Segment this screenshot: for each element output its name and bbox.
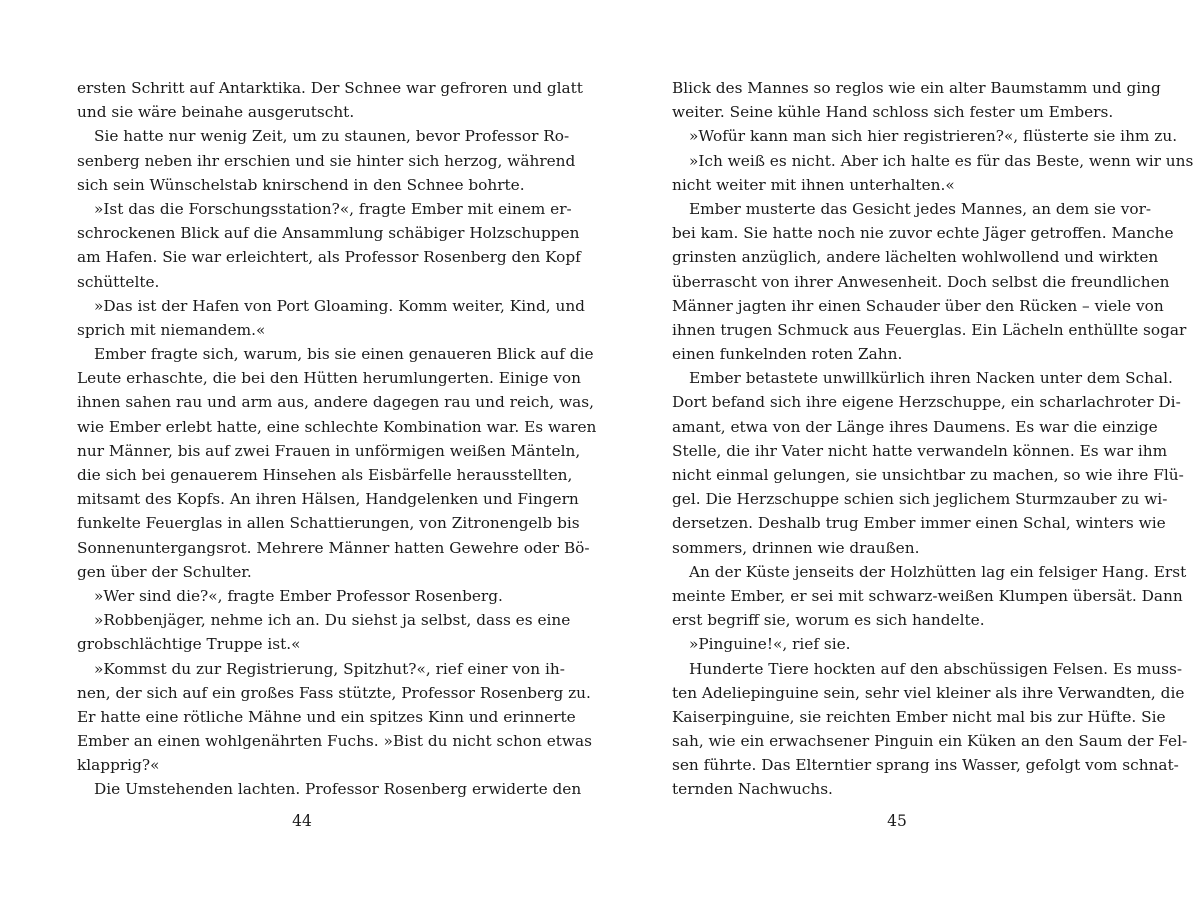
text-line: Kaiserpinguine, sie reichten Ember nicht mal bis zur Hüfte. Sie (672, 707, 1166, 726)
text-line: amant, etwa von der Länge ihres Daumens. Es war die einzige (672, 417, 1158, 436)
text-line: »Das ist der Hafen von Port Gloaming. Komm weiter, Kind, und (94, 296, 585, 315)
text-line: mitsamt des Kopfs. An ihren Hälsen, Handgelenken und Fingern (77, 490, 579, 509)
text-line: klapprig?« (77, 756, 160, 775)
text-line: Sie hatte nur wenig Zeit, um zu staunen, bevor Professor Ro- (94, 127, 570, 146)
text-line: nen, der sich auf ein großes Fass stützte, Professor Rosenberg zu. (77, 683, 591, 702)
text-line: »Wer sind die?«, fragte Ember Professor Rosenberg. (94, 586, 503, 605)
text-line: Ember fragte sich, warum, bis sie einen genaueren Blick auf die (94, 345, 594, 364)
text-line: Sonnenuntergangsrot. Mehrere Männer hatten Gewehre oder Bö- (77, 538, 590, 557)
text-line: bei kam. Sie hatte noch nie zuvor echte Jäger getroffen. Manche (672, 224, 1174, 243)
text-line: Ember musterte das Gesicht jedes Mannes, an dem sie vor- (689, 199, 1152, 218)
text-line: sprich mit niemandem.« (77, 320, 266, 339)
text-line: Stelle, die ihr Vater nicht hatte verwandeln können. Es war ihm (672, 441, 1168, 460)
text-line: »Pinguine!«, rief sie. (689, 635, 851, 654)
text-line: Die Umstehenden lachten. Professor Rosenberg erwiderte den (94, 780, 582, 799)
text-line: An der Küste jenseits der Holzhütten lag ein felsiger Hang. Erst (689, 562, 1187, 581)
text-line: Er hatte eine rötliche Mähne und ein spitzes Kinn und erinnerte (77, 707, 576, 726)
text-line: grobschlächtige Truppe ist.« (77, 635, 301, 654)
text-line: Männer jagten ihr einen Schauder über den Rücken – viele von (672, 296, 1164, 315)
text-line: ihnen trugen Schmuck aus Feuerglas. Ein Lächeln enthüllte sogar (672, 320, 1187, 339)
left-page-text (77, 76, 597, 802)
right-page-number: 45 (887, 812, 907, 830)
text-line: Leute erhaschte, die bei den Hütten herumlungerten. Einige von (77, 369, 581, 388)
text-line: und sie wäre beinahe ausgerutscht. (77, 103, 355, 122)
text-line: sah, wie ein erwachsener Pinguin ein Küken an den Saum der Fel- (672, 732, 1188, 751)
text-line: schrockenen Blick auf die Ansammlung schäbiger Holzschuppen (77, 224, 580, 243)
text-line: Dort befand sich ihre eigene Herzschuppe, ein scharlachroter Di- (672, 393, 1181, 412)
text-line: einen funkelnden roten Zahn. (672, 345, 903, 364)
text-line: »Ich weiß es nicht. Aber ich halte es für das Beste, wenn wir uns (689, 151, 1194, 170)
text-line: überrascht von ihrer Anwesenheit. Doch selbst die freundlichen (672, 272, 1170, 291)
text-line: nur Männer, bis auf zwei Frauen in unförmigen weißen Mänteln, (77, 441, 581, 460)
text-line: ersten Schritt auf Antarktika. Der Schnee war gefroren und glatt (77, 79, 583, 97)
left-page-number: 44 (292, 812, 312, 830)
text-line: nicht weiter mit ihnen unterhalten.« (672, 175, 955, 194)
text-line: meinte Ember, er sei mit schwarz-weißen Klumpen übersät. Dann (672, 586, 1183, 605)
text-line: dersetzen. Deshalb trug Ember immer einen Schal, winters wie (672, 514, 1166, 533)
text-line: »Ist das die Forschungsstation?«, fragte Ember mit einem er- (94, 199, 572, 218)
text-line: funkelte Feuerglas in allen Schattierungen, von Zitronengelb bis (77, 514, 580, 533)
text-line: ihnen sahen rau und arm aus, andere dagegen rau und reich, was, (77, 393, 594, 412)
text-line: nicht einmal gelungen, sie unsichtbar zu machen, so wie ihre Flü- (672, 466, 1184, 484)
text-line: senberg neben ihr erschien und sie hinter sich herzog, während (77, 151, 576, 170)
text-line: ternden Nachwuchs. (672, 780, 833, 799)
text-line: Ember betastete unwillkürlich ihren Nacken unter dem Schal. (689, 369, 1173, 388)
text-line: »Kommst du zur Registrierung, Spitzhut?«, rief einer von ih- (94, 659, 565, 678)
text-line: »Wofür kann man sich hier registrieren?«, flüsterte sie ihm zu. (689, 127, 1178, 146)
text-line: Hunderte Tiere hockten auf den abschüssigen Felsen. Es muss- (689, 659, 1182, 678)
text-line: gen über der Schulter. (77, 562, 252, 581)
text-line: sommers, drinnen wie draußen. (672, 538, 920, 557)
text-line: gel. Die Herzschuppe schien sich jeglichem Sturmzauber zu wi- (672, 490, 1168, 509)
text-line: ten Adeliepinguine sein, sehr viel kleiner als ihre Verwandten, die (672, 683, 1185, 702)
text-line: am Hafen. Sie war erleichtert, als Professor Rosenberg den Kopf (77, 248, 581, 267)
text-line: weiter. Seine kühle Hand schloss sich fester um Embers. (672, 103, 1114, 122)
text-line: Blick des Mannes so reglos wie ein alter Baumstamm und ging (672, 79, 1161, 97)
text-line: schüttelte. (77, 272, 160, 291)
text-line: die sich bei genauerem Hinsehen als Eisbärfelle herausstellten, (77, 466, 573, 484)
text-line: sich sein Wünschelstab knirschend in den Schnee bohrte. (77, 175, 525, 194)
text-line: grinsten anzüglich, andere lächelten wohlwollend und wirkten (672, 248, 1159, 267)
text-line: »Robbenjäger, nehme ich an. Du siehst ja selbst, dass es eine (94, 611, 571, 630)
right-page-text (672, 76, 1194, 802)
text-line: Ember an einen wohlgenährten Fuchs. »Bist du nicht schon etwas (77, 732, 592, 751)
text-line: erst begriff sie, worum es sich handelte. (672, 611, 985, 630)
text-line: sen führte. Das Elterntier sprang ins Wasser, gefolgt vom schnat- (672, 756, 1179, 775)
text-line: wie Ember erlebt hatte, eine schlechte Kombination war. Es waren (77, 417, 597, 436)
